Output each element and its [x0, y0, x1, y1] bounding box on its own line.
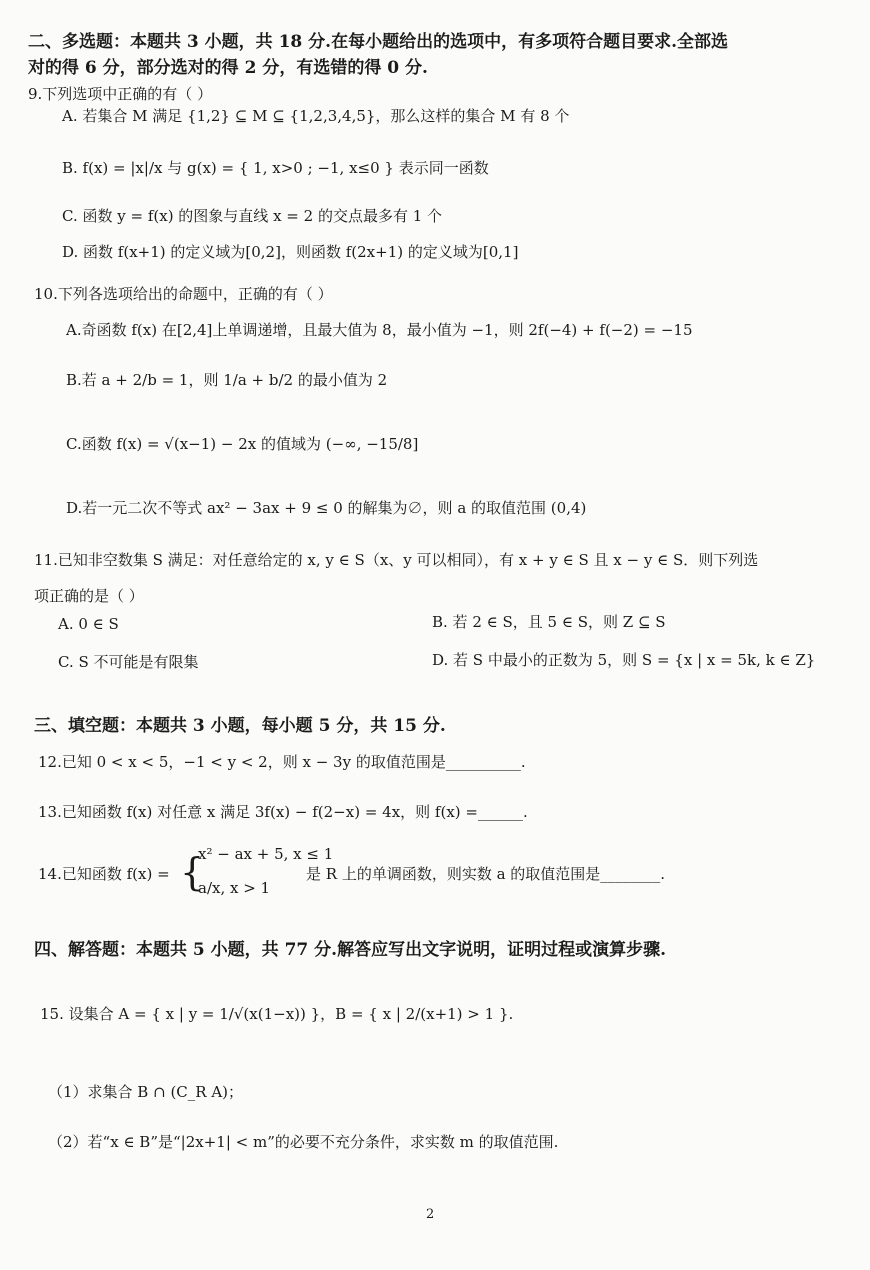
q11-stem-cont: 项正确的是（ ） — [34, 587, 144, 605]
q9-option-c: C. 函数 y = f(x) 的图象与直线 x = 2 的交点最多有 1 个 — [62, 207, 443, 225]
section-4-title: 四、解答题：本题共 5 小题，共 77 分.解答应写出文字说明，证明过程或演算步骤. — [34, 940, 666, 960]
q14-brace-icon: { — [180, 850, 205, 894]
q10-option-c: C.函数 f(x) = √(x−1) − 2x 的值域为 (−∞, −15/8] — [66, 435, 419, 453]
section-2-title-cont: 对的得 6 分，部分选对的得 2 分，有选错的得 0 分. — [28, 58, 428, 78]
q11-stem: 11.已知非空数集 S 满足：对任意给定的 x, y ∈ S（x、y 可以相同），有 x + y ∈ S 且 x − y ∈ S．则下列选 — [34, 551, 759, 569]
page-number: 2 — [426, 1207, 435, 1222]
q9-stem: 9.下列选项中正确的有（ ） — [28, 85, 213, 103]
q12-text: 12.已知 0 < x < 5，−1 < y < 2，则 x − 3y 的取值范围是__________. — [38, 753, 526, 771]
q11-option-c: C. S 不可能是有限集 — [58, 653, 199, 671]
q9-option-b: B. f(x) = |x|/x 与 g(x) = { 1, x>0 ; −1, x≤0 } 表示同一函数 — [62, 159, 489, 177]
q13-text: 13.已知函数 f(x) 对任意 x 满足 3f(x) − f(2−x) = 4x，则 f(x) =______. — [38, 803, 528, 821]
q14-lead: 14.已知函数 f(x) = — [38, 865, 170, 883]
q14-case-1: x² − ax + 5, x ≤ 1 — [198, 845, 334, 863]
q10-option-b: B.若 a + 2/b = 1，则 1/a + b/2 的最小值为 2 — [66, 371, 388, 389]
q14-tail: 是 R 上的单调函数，则实数 a 的取值范围是________. — [306, 865, 666, 883]
q14-case-2: a/x, x > 1 — [198, 879, 271, 897]
q11-option-a: A. 0 ∈ S — [58, 615, 119, 633]
section-2-title: 二、多选题：本题共 3 小题，共 18 分.在每小题给出的选项中，有多项符合题目要求.全部选 — [28, 32, 728, 52]
q15-part-2: （2）若“x ∈ B”是“|2x+1| < m”的必要不充分条件，求实数 m 的取值范围. — [48, 1133, 559, 1151]
q10-stem: 10.下列各选项给出的命题中，正确的有（ ） — [34, 285, 333, 303]
q11-option-b: B. 若 2 ∈ S，且 5 ∈ S，则 Z ⊆ S — [432, 613, 666, 631]
q15-stem: 15. 设集合 A = { x | y = 1/√(x(1−x)) }，B = { x | 2/(x+1) > 1 }. — [40, 1005, 514, 1023]
section-3-title: 三、填空题：本题共 3 小题，每小题 5 分，共 15 分. — [34, 716, 446, 736]
q11-option-d: D. 若 S 中最小的正数为 5，则 S = {x | x = 5k, k ∈ Z} — [432, 651, 816, 669]
q15-part-1: （1）求集合 B ∩ (C_R A)； — [48, 1083, 244, 1101]
q10-option-d: D.若一元二次不等式 ax² − 3ax + 9 ≤ 0 的解集为∅，则 a 的取值范围 (0,4) — [66, 499, 587, 517]
q10-option-a: A.奇函数 f(x) 在[2,4]上单调递增，且最大值为 8，最小值为 −1，则 2f(−4) + f(−2) = −15 — [66, 321, 693, 339]
q9-option-a: A. 若集合 M 满足 {1,2} ⊆ M ⊆ {1,2,3,4,5}，那么这样的集合 M 有 8 个 — [62, 107, 570, 125]
q9-option-d: D. 函数 f(x+1) 的定义域为[0,2]，则函数 f(2x+1) 的定义域为[0,1] — [62, 243, 519, 261]
